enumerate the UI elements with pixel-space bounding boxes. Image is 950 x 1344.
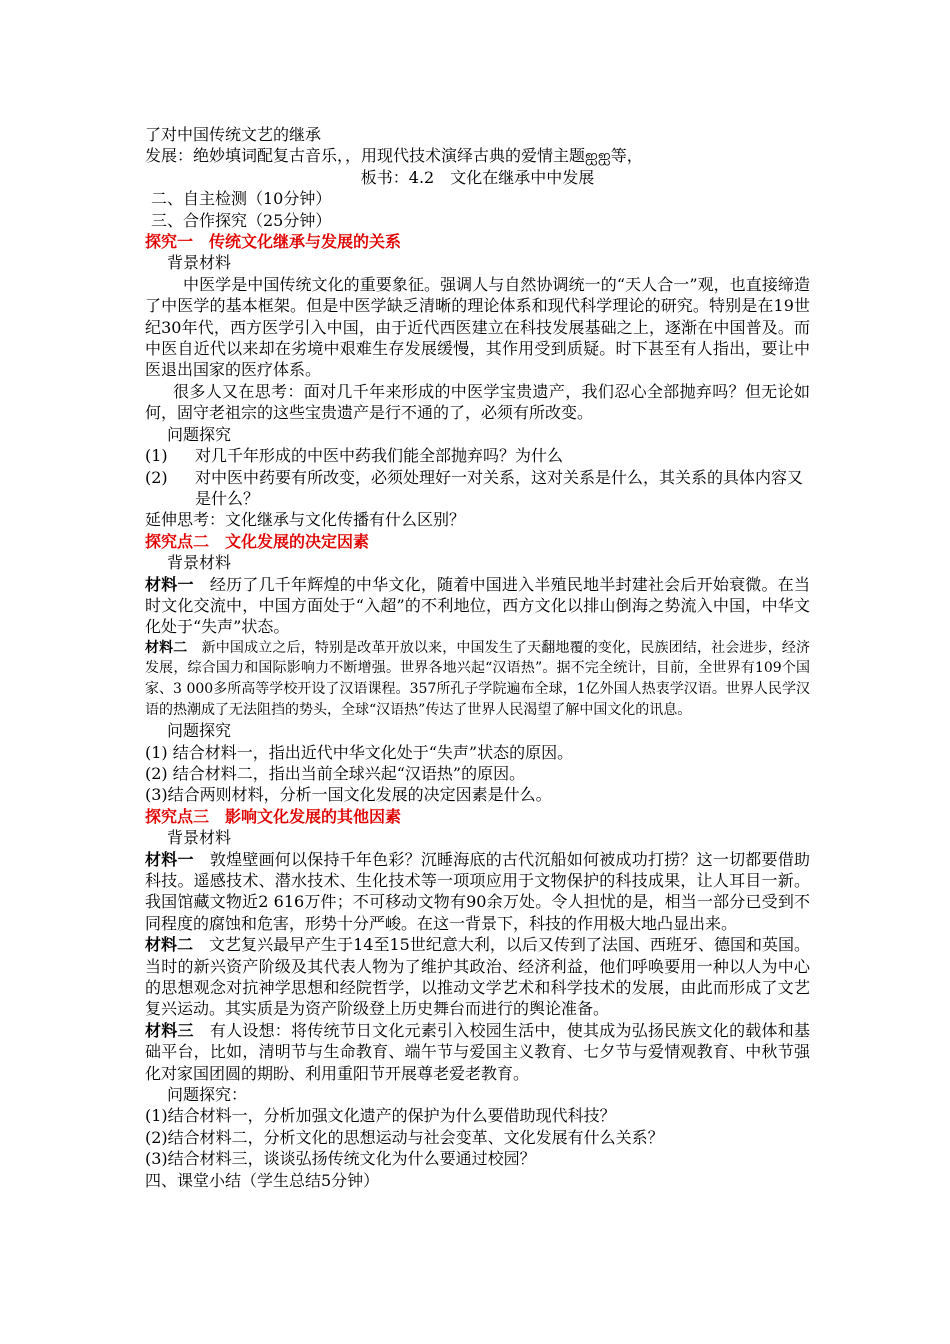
explore1-title: 探究一 传统文化继承与发展的关系: [145, 232, 402, 252]
text-line: 发展：绝妙填词配复古音乐，，用现代技术演绎古典的爱情主题ஐஐ等，: [145, 146, 643, 166]
text-line: 了对中国传统文艺的继承: [145, 125, 322, 144]
material-two: [145, 638, 810, 720]
question-number: (2): [145, 467, 168, 487]
question-label: 问题探究: [167, 721, 232, 741]
question-item: [145, 445, 810, 466]
section-heading: 四、课堂小结（学生总结5分钟）: [145, 1170, 380, 1190]
material-text: 敦煌壁画何以保持千年色彩？沉睡海底的古代沉船如何被成功打捞？这一切都要借助科技。遥感技术、潜水技术、生化技术等一项项应用于文物保护的科技成果，让人耳目一新。我国馆藏文物近2 616万件；不可移动文物有90余万处。令人担忧的是，相当一部分已受到不同程度的腐蚀和危害，形势十分严峻。在这一背景下，科技的作用极大地凸显出来。: [145, 849, 810, 933]
explore3-title: 探究点三 影响文化发展的其他因素: [145, 806, 402, 826]
material-paragraph: 中医学是中国传统文化的重要象征。强调人与自然协调统一的“天人合一”观，也直接缔造了中医学的基本框架。但是中医学缺乏清晰的理论体系和现代科学理论的研究。特别是在19世纪30年代，西方医学引入中国，由于近代西医建立在科技发展基础之上，逐渐在中国普及。而中医自近代以来却在劣境中艰难生存发展缓慢，其作用受到质疑。时下甚至有人指出，要让中医退出国家的医疗体系。: [145, 274, 810, 380]
question-text: (1)结合材料一，分析加强文化遗产的保护为什么要借助现代科技？: [145, 1106, 616, 1126]
explore2-title: 探究点二 文化发展的决定因素: [145, 531, 370, 551]
board-title: 板书：4.2 文化在继承中中发展: [360, 167, 595, 187]
material-text: 经历了几千年辉煌的中华文化，随着中国进入半殖民地半封建社会后开始衰微。在当时文化交流中，中国方面处于“入超”的不利地位，西方文化以排山倒海之势流入中国，中华文化处于“失声”状态。: [145, 574, 810, 637]
question-text: (3)结合材料三，谈谈弘扬传统文化为什么要通过校园？: [145, 1149, 536, 1169]
question-label: 问题探究：: [167, 1085, 248, 1105]
question-item: [145, 467, 810, 510]
material-one: [145, 574, 810, 638]
material-label: 材料一: [145, 849, 194, 869]
extension-question: 延伸思考：文化继承与文化传播有什么区别？: [145, 510, 466, 530]
material-label: 材料三: [145, 1020, 194, 1040]
background-label: 背景材料: [167, 253, 232, 273]
background-label: 背景材料: [167, 828, 232, 848]
question-text: (3)结合两则材料，分析一国文化发展的决定因素是什么。: [145, 785, 552, 805]
material-three: [145, 1020, 810, 1084]
question-label: 问题探究: [167, 424, 232, 444]
question-text: (2) 结合材料二，指出当前全球兴起“汉语热”的原因。: [145, 763, 526, 783]
section-heading: 二、自主检测（10分钟）: [151, 189, 332, 209]
material-label: 材料二: [145, 935, 194, 955]
question-text: 对中医中药要有所改变，必须处理好一对关系，这对关系是什么，其关系的具体内容又是什么？: [195, 467, 804, 508]
material-text: 文艺复兴最早产生于14至15世纪意大利，以后又传到了法国、西班牙、德国和英国。当时的新兴资产阶级及其代表人物为了维护其政治、经济利益，他们呼唤要用一种以人为中心的思想观念对抗神学思想和经院哲学，以推动文学艺术和科学技术的发展，由此而形成了文艺复兴运动。其实质是为资产阶级登上历史舞台而进行的舆论准备。: [145, 935, 810, 1019]
document-body: [145, 124, 810, 1191]
section-heading: 三、合作探究（25分钟）: [151, 210, 332, 230]
question-text: (1) 结合材料一，指出近代中华文化处于“失声”状态的原因。: [145, 742, 574, 762]
question-text: (2)结合材料二，分析文化的思想运动与社会变革、文化发展有什么关系？: [145, 1127, 664, 1147]
material-two: [145, 934, 810, 1020]
question-text: 对几千年形成的中医中药我们能全部抛弃吗？为什么: [195, 446, 564, 466]
material-label: 材料一: [145, 574, 194, 594]
background-label: 背景材料: [167, 553, 232, 573]
material-text: 有人设想：将传统节日文化元素引入校园生活中，使其成为弘扬民族文化的载体和基础平台，比如，清明节与生命教育、端午节与爱国主义教育、七夕节与爱情观教育、中秋节强化对家国团圆的期盼、利用重阳节开展尊老爱老教育。: [145, 1020, 810, 1083]
material-text: 新中国成立之后，特别是改革开放以来，中国发生了天翻地覆的变化，民族团结，社会进步，经济发展，综合国力和国际影响力不断增强。世界各地兴起“汉语热”。据不完全统计，目前，全世界有109个国家、3 000多所高等学校开设了汉语课程。357所孔子学院遍布全球，1亿外国人热衷学汉语。世界人民学汉语的热潮成了无法阻挡的势头，全球“汉语热”传达了世界人民渴望了解中国文化的讯息。: [145, 639, 811, 718]
material-paragraph: 很多人又在思考：面对几千年来形成的中医学宝贵遗产，我们忍心全部抛弃吗？但无论如何，固守老祖宗的这些宝贵遗产是行不通的了，必须有所改变。: [145, 381, 810, 423]
question-number: (1): [145, 446, 168, 466]
material-label: 材料二: [145, 639, 188, 656]
material-one: [145, 849, 810, 935]
